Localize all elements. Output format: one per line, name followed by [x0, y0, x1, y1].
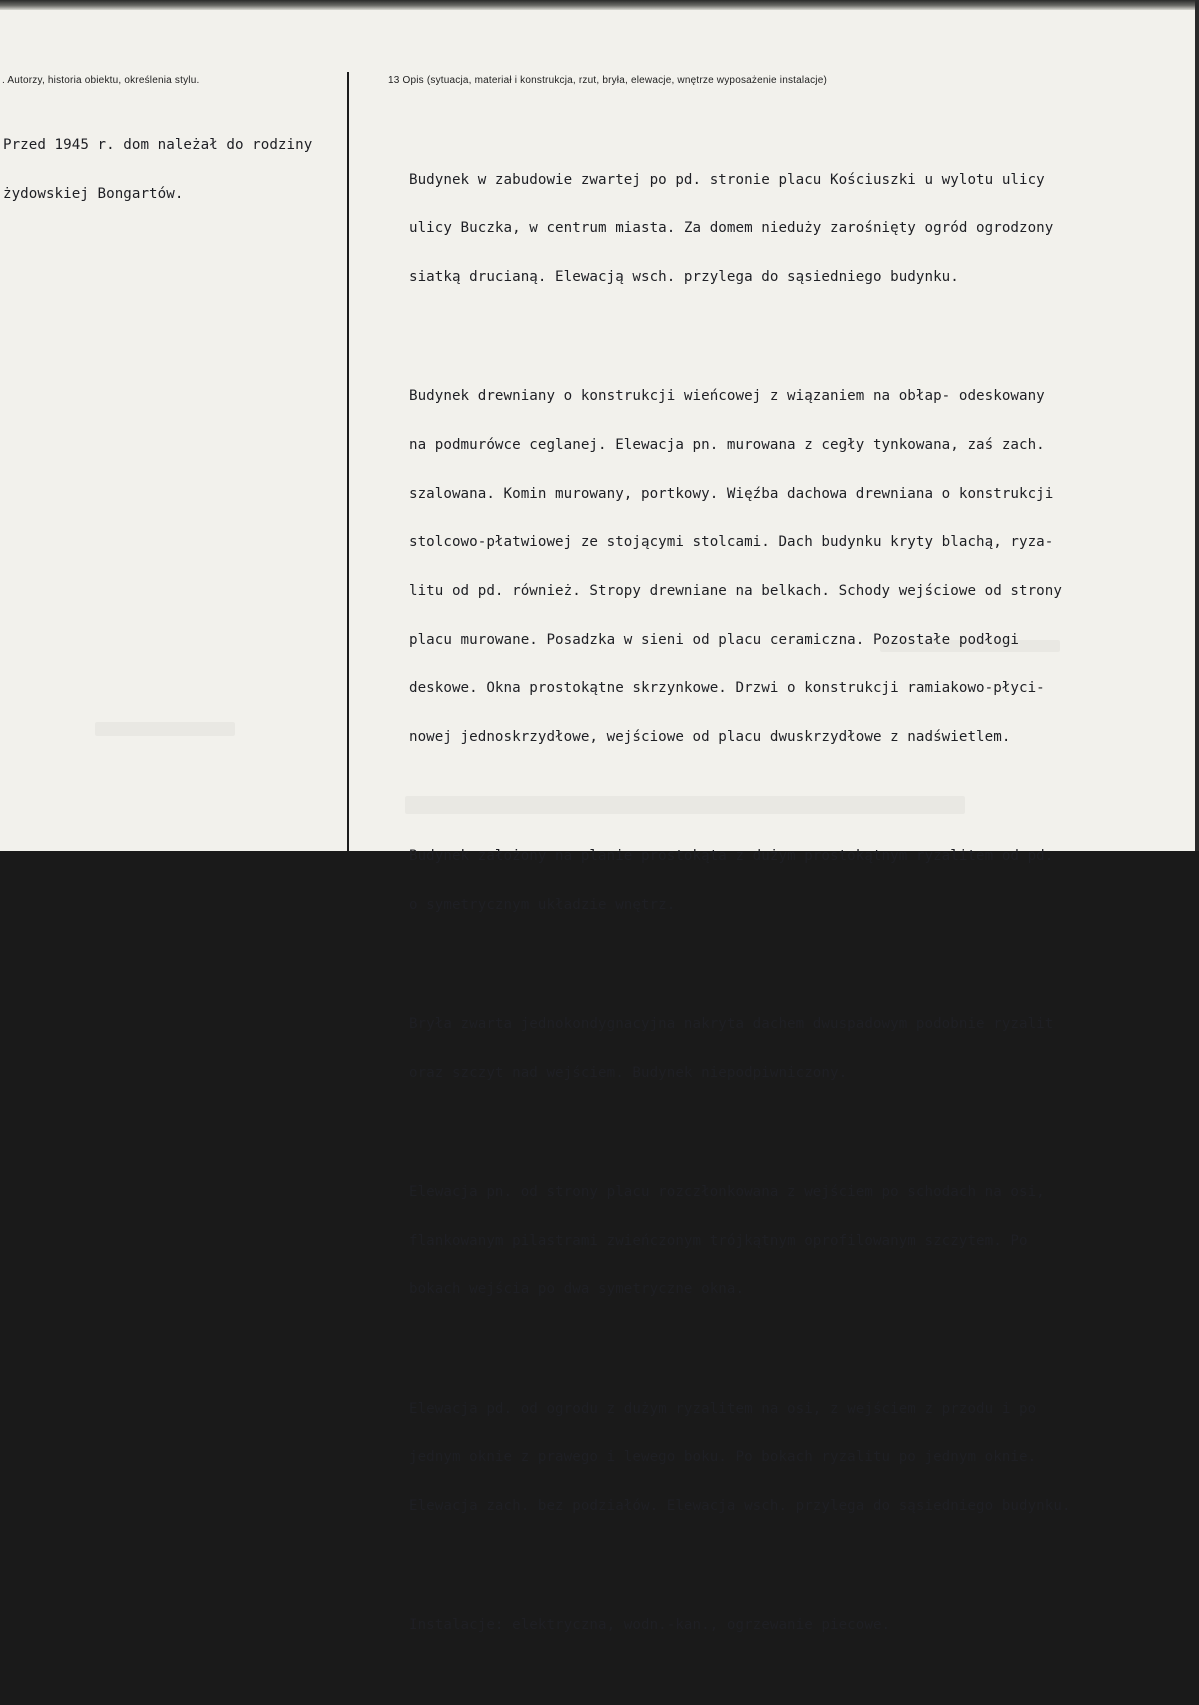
text-line: placu murowane. Posadzka w sieni od placu ceramiczna. Pozostałe podłogi	[409, 631, 1020, 648]
text-line: oraz szczyt nad wejściem. Budynek niepodpiwniczony.	[409, 1064, 848, 1081]
text-line: deskowe. Okna prostokątne skrzynkowe. Drzwi o konstrukcji ramiakowo-płyci-	[409, 680, 1045, 697]
text-line: Budynek założony na planie prostokąta z dużym prostokątnym ryzalitem od pd.	[409, 848, 1054, 865]
description-body	[409, 107, 1189, 1705]
scan-top-edge	[0, 0, 1199, 10]
section-label-description: 13 Opis (sytuacja, materiał i konstrukcja, rzut, bryła, elewacje, wnętrze wyposażenie instalacje)	[388, 75, 828, 86]
text-line: Elewacja zach. bez podziałów. Elewacja wsch. przylega do sąsiedniego budynku.	[409, 1498, 1071, 1515]
paragraph-plan	[409, 816, 1189, 946]
text-line: Budynek drewniany o konstrukcji wieńcowej z wiązaniem na obłap- odeskowany	[409, 388, 1045, 405]
text-line: ulicy Buczka, w centrum miasta. Za domem nieduży zarośnięty ogród ogrodzony	[409, 220, 1054, 237]
text-line: o symetrycznym układzie wnętrz.	[409, 896, 676, 913]
paragraph-installations	[409, 1585, 1189, 1666]
text-line: Budynek w zabudowie zwartej po pd. stronie placu Kościuszki u wylotu ulicy	[409, 171, 1045, 188]
text-line: siatką drucianą. Elewacją wsch. przylega do sąsiedniego budynku.	[409, 269, 959, 286]
section-label-authors: . Autorzy, historia obiektu, określenia stylu.	[2, 75, 200, 86]
text-line: Elewacja pn. od strony placu rozczłonkowana z wejściem po schodach na osi,	[409, 1184, 1045, 1201]
history-note	[3, 105, 383, 235]
text-line: bokach wejścia po dwa symetryczne okna.	[409, 1281, 745, 1298]
text-line: stolcowo-płatwiowej ze stojącymi stolcami. Dach budynku kryty blachą, ryza-	[409, 534, 1054, 551]
history-line: Przed 1945 r. dom należał do rodziny	[3, 137, 313, 154]
text-line: szalowana. Komin murowany, portkowy. Więźba dachowa drewniana o konstrukcji	[409, 485, 1054, 502]
text-line: Instalacje: elektryczna, wodn.-kan., ogrzewanie piecowe.	[409, 1617, 891, 1634]
text-line: nowej jednoskrzydłowe, wejściowe od placu dwuskrzydłowe z nadświetlem.	[409, 728, 1011, 745]
paragraph-south-elevation	[409, 1368, 1189, 1546]
history-line: żydowskiej Bongartów.	[3, 186, 184, 203]
text-line: Bryła zwarta jednokondygnacyjna nakryta dachem dwuspadowym podobnie ryzalit	[409, 1016, 1054, 1033]
paragraph-construction	[409, 356, 1189, 777]
text-line: jednym oknie z prawego i lewego boku. Po bokach ryzalitu po jednym oknie.	[409, 1449, 1037, 1466]
bleed-through-mark	[95, 722, 235, 736]
scan-right-edge	[1195, 0, 1199, 851]
text-line: litu od pd. również. Stropy drewniane na belkach. Schody wejściowe od strony	[409, 582, 1062, 599]
paragraph-north-elevation	[409, 1152, 1189, 1330]
text-line: Elewacja pd. od ogrodu z dużym ryzalitem na osi, z wejściem z przodu i po	[409, 1400, 1037, 1417]
text-line: na podmurówce ceglanej. Elewacja pn. murowana z cegły tynkowana, zaś zach.	[409, 437, 1045, 454]
text-line: flankowanym pilastrami zwieńczonym trójkątnym oprofilowanym szczytem. Po	[409, 1232, 1028, 1249]
paragraph-form	[409, 984, 1189, 1114]
paragraph-location	[409, 139, 1189, 317]
